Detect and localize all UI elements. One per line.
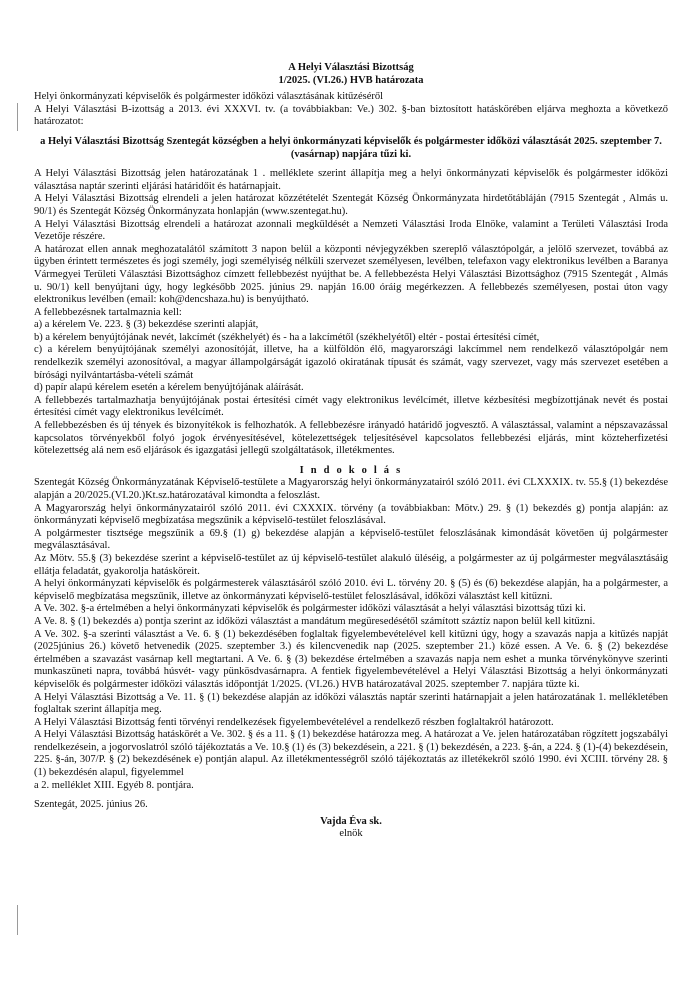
indokolas-heading: I n d o k o l á s [299,464,403,476]
list-item: a) a kérelem Ve. 223. § (3) bekezdése szerinti alapját, [34,319,259,331]
indokolas-paragraph: A Helyi Választási Bizottság hatáskörét a Ve. 302. § és a 11. § (1) bekezdése határozza meg. A határozat a Ve. jelen határozatában rögzített jogszabályi rendelkezésein, a jogorvoslatról szóló tájékoztatás a Ve. 10.§ (1) és (3) bekezdésein, a 221. § (1) bekezdésén, a 223. §-án, a 224. § (1)-(4) bekezdésein, 225. §-án, 307/P. § (2) bekezdésének e) pontján alapul. Az illetékmentességről szóló tájékoztatás az illetékekről szóló 1990. évi XCIII. törvény 28. § (1) bekezdésén alapul, figyelemmel [34,729,668,779]
signature-name: Vajda Éva sk. [320,815,382,827]
intro-authority: A Helyi Választási B-izottság a 2013. évi XXXVI. tv. (a továbbiakban: Ve.) 302. §-ban biztosított hatáskörében eljárva meghozta a következő határozatot: [34,103,668,128]
indokolas-paragraph: Az Mötv. 55.§ (3) bekezdése szerint a képviselő-testület az új képviselő-testület alakuló üléséig, a polgármester az új polgármester megválasztásáig ellátja feladatát, gyakorolja hatásköreit. [34,552,668,577]
body-paragraph: A Helyi Választási Bizottság elrendeli a jelen határozat közzétételét Szentegát Község Önkormányzata hirdetőtábláján (7915 Szentegát , Almás u. 90/1) és Szentegát Község Önkormányzata honlapján (www.szentegat.hu). [34,193,668,217]
place-date: Szentegát, 2025. június 26. [34,799,148,811]
indokolas-paragraph: A helyi önkormányzati képviselők és polgármesterek választásáról szóló 2010. évi L. törvény 20. § (5) és (6) bekezdése alapján, ha a polgármester, a képviselő megbízatása megszűnik, illetve az önkormányzati képviselő-testület feloszlásával, időközi választást kell kitűzni. [34,578,668,602]
intro-subject: Helyi önkormányzati képviselők és polgármester időközi választásának kitűzéséről [34,91,384,103]
indokolas-paragraph: A Ve. 302. §-a értelmében a helyi önkormányzati képviselők és polgármester időközi választását a helyi választási bizottság tűzi ki. [34,603,586,615]
body-paragraph: A Helyi Választási Bizottság jelen határozatának 1 . melléklete szerint állapítja meg a helyi önkormányzati képviselők és polgármester időközi választása naptár szerinti eljárási határidőit és határnapjait. [34,168,668,192]
signature-role: elnök [339,828,363,840]
body-paragraph: A határozat ellen annak meghozatalától számított 3 napon belül a központi névjegyzékben szereplő választópolgár, a jelölő szervezet, továbbá az ügyben érintett természetes és jogi személy, jogi személyiség nélküli szervezet személyesen, levélben, telefaxon vagy elektronikus levélben a Baranya Vármegyei Területi Választási Bizottsághoz címzett fellebbezést nyújthat be. A fellebbezésta Helyi Választási Bizottsághoz (7915 Szentegát , Almás u. 90/1) kell benyújtani úgy, hogy legkésőbb 2025. június 29. napján 16.00 óráig megérkezzen. A fellebbezés személyesen, postai úton vagy elektronikus levélben (email: koh@dencshaza.hu) is benyújtható. [34,243,668,306]
indokolas-paragraph: A Helyi Választási Bizottság a Ve. 11. § (1) bekezdése alapján az időközi választás naptár szerinti határnapjait a jelen határozatának 1. mellékletében foglaltak szerint állapítja meg. [34,691,668,716]
indokolas-paragraph: A polgármester tisztsége megszűnik a 69.§ (1) g) bekezdése alapján a képviselő-testület feloszlásának kimondását követően új polgármester megválasztásával. [34,527,668,552]
body-paragraph: A fellebbezés tartalmazhatja benyújtójának postai értesítési címét vagy elektronikus levélcímét, illetve kézbesítési megbízottjának nevét és postai értesítési címét vagy elektronikus levélcímét. [34,394,668,419]
body-paragraph: A Helyi Választási Bizottság elrendeli a határozat azonnali megküldését a Nemzeti Választási Iroda Elnöke, valamint a Területi Választási Iroda Vezetője részére. [34,218,668,243]
margin-marker-top [17,103,18,131]
document-subtitle: 1/2025. (VI.26.) HVB határozata [278,74,424,86]
indokolas-paragraph: A Ve. 8. § (1) bekezdés a) pontja szerint az időközi választást a mandátum megüresedésétől számított száztíz napon belül kell kitűzni. [34,615,596,627]
document-title: A Helyi Választási Bizottság [288,62,414,73]
indokolas-paragraph: A Ve. 302. §-a szerinti választást a Ve. 6. § (1) bekezdésében foglaltak figyelembevételével kell kitűzni úgy, hogy a szavazás napja a kitűzés napját (2025június 26.) követő hetvenedik (2025. szeptember 3.) és kilencvenedik nap (2025. szeptember 21.) közé essen. A Ve. 6. § (2) bekezdése értelmében a szavazást vasárnap kell megtartani. A Ve. 6. § (3) bekezdése értelmében a szavazás napja nem eshet a munka törvénykönyve szerinti munkaszüneti napra, továbbá húsvét- vagy pünkösdvasárnapra. A fentiek figyelembevételével a Helyi Választási Bizottság a helyi önkormányzati képviselők és polgármester időközi választás időpontját 1/2025. (VI.26.) HVB határozatával 2025. szeptember 7. napjára tűzte ki. [34,628,668,690]
decision-body [34,168,668,458]
document-page [34,62,668,841]
list-item: c) a kérelem benyújtójának személyi azonosítóját, illetve, ha a külföldön élő, magyarországi lakcímmel nem rendelkező választópolgár nem rendelkezik személyi azonosítóval, a magyar állampolgárságát igazoló okiratának típusát és számát, vagy szervezet, vagy más szervezet esetében a bírósági nyilvántartásba-vételi számát [34,344,668,381]
body-paragraph: A fellebbezésnek tartalmaznia kell: [34,306,182,318]
indokolas-paragraph: A Magyarország helyi önkormányzatairól szóló 2011. évi CXXXIX. törvény (a továbbiakban: Mötv.) 29. § (1) bekezdés g) pontja alapján: az önkormányzati képviselő megbízatása megszűnik a képviselő-testület feloszlásával. [34,502,668,527]
indokolas-paragraph: Szentegát Község Önkormányzatának Képviselő-testülete a Magyarország helyi önkormányzatairól szóló 2011. évi CLXXXIX. tv. 55.§ (1) bekezdése alapján a 20/2025.(VI.20.)Kt.sz.határozatával kimondta a feloszlást. [34,477,668,501]
margin-marker-bottom [17,905,18,935]
indokolas-paragraph: A Helyi Választási Bizottság fenti törvényi rendelkezések figyelembevételével a rendelkező részben foglaltakról határozott. [34,716,554,728]
body-paragraph: A fellebbezésben és új tények és bizonyítékok is felhozhatók. A fellebbezésre irányadó határidő jogvesztő. A választással, valamint a népszavazással kapcsolatos törvényekből folyó jogok érvényesítésével, kötelezettségek teljesítésével kapcsolatos fellebbezési eljárás, mint közteherfizetési kötelezettség alá nem eső eljárások és igazgatási jellegű szolgáltatások, illetékmentes. [34,420,668,457]
indokolas-body [34,477,668,792]
indokolas-paragraph: a 2. melléklet XIII. Egyéb 8. pontjára. [34,779,194,791]
list-item: b) a kérelem benyújtójának nevét, lakcímét (székhelyét) és - ha a lakcímétől (székhelyétől) eltér - postai értesítési címét, [34,331,540,343]
decision-statement: a Helyi Választási Bizottság Szentegát községben a helyi önkormányzati képviselők és polgármester időközi választását 2025. szeptember 7. (vasárnap) napjára tűzi ki. [40,135,662,160]
list-item: d) papír alapú kérelem esetén a kérelem benyújtójának aláírását. [34,382,304,394]
